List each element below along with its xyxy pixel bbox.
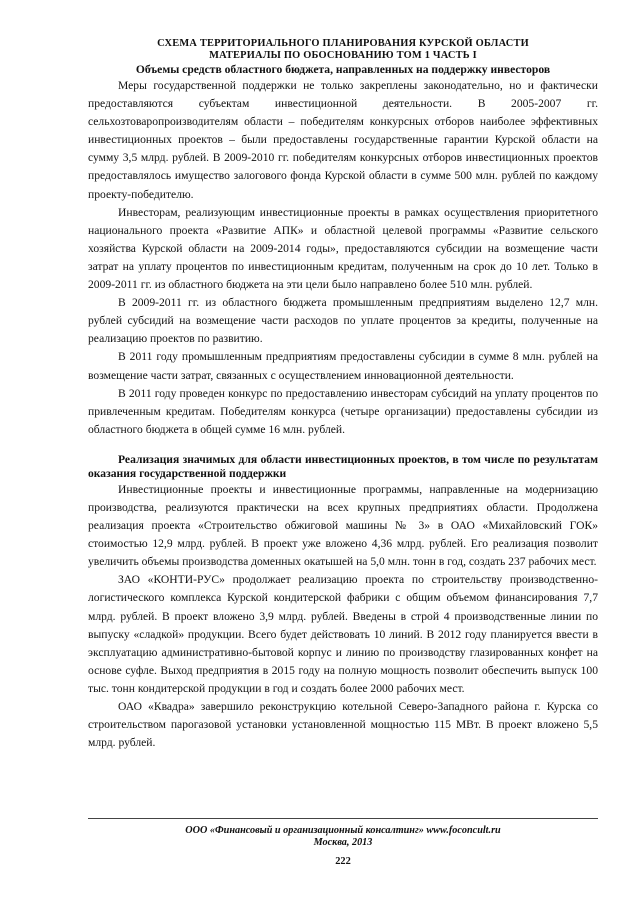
footer-city-year: Москва, 2013	[313, 837, 373, 848]
section-heading-budget: Объемы средств областного бюджета, направленных на поддержку инвесторов	[135, 63, 551, 76]
paragraph: Инвесторам, реализующим инвестиционные проекты в рамках осуществления приоритетного национального проекта «Развитие АПК» и областной целевой программы «Развитие сельского хозяйства Курской области на 2009-2014 годы», предоставляются субсидии на возмещение части затрат на уплату процентов по инвестиционным кредитам, полученным на срок до 10 лет. Только в 2009-2011 гг. из областного бюджета на эти цели было направлено более 510 млн. рублей.	[88, 205, 598, 292]
header-subtitle: МАТЕРИАЛЫ ПО ОБОСНОВАНИЮ ТОМ 1 ЧАСТЬ I	[209, 50, 477, 61]
document-page	[88, 38, 598, 752]
footer-divider	[88, 818, 598, 819]
paragraph: В 2011 году проведен конкурс по предоставлению инвесторам субсидий на уплату процентов по привлеченным кредитам. Победителям конкурса (четыре организации) предоставлены субсидии из областного бюджета в общей сумме 16 млн. рублей.	[88, 386, 598, 436]
footer-organization: ООО «Финансовый и организационный консалтинг» www.foconcult.ru	[185, 825, 501, 836]
paragraph: Меры государственной поддержки не только закреплены законодательно, но и фактически предоставляются субъектам инвестиционной деятельности. В 2005-2007 гг. сельхозтоваропроизводителям области – победителям конкурсных отборов наиболее эффективных инвестиционных проектов – были предоставлены государственные гарантии Курской области на сумму 3,5 млрд. рублей. В 2009-2010 гг. победителям конкурсных отборов инвестиционных проектов предоставлялось имущество залогового фонда Курской области в сумме 500 млн. рублей по каждому проекту-победителю.	[88, 79, 598, 201]
header-title: СХЕМА ТЕРРИТОРИАЛЬНОГО ПЛАНИРОВАНИЯ КУРСКОЙ ОБЛАСТИ	[157, 38, 529, 49]
paragraph: В 2011 году промышленным предприятиям предоставлены субсидии в сумме 8 млн. рублей на возмещение части затрат, связанных с осуществлением инновационной деятельности.	[88, 350, 598, 382]
paragraph: ЗАО «КОНТИ-РУС» продолжает реализацию проекта по строительству производственно-логистического комплекса Курской кондитерской фабрики с общим объемом финансирования 7,7 млрд. рублей. В проект вложено 3,9 млрд. рублей. Введены в строй 4 производственные линии по выпуску «сладкой» продукции. Всего будет действовать 10 линий. В 2012 году планируется ввести в эксплуатацию административно-бытовой корпус и линию по производству глазированных конфет на основе суфле. Выход предприятия в 2015 году на полную мощность позволит обеспечить выпуск 100 тыс. тонн кондитерской продукции в год и создать более 2000 рабочих мест.	[88, 573, 598, 695]
page-number: 222	[335, 856, 351, 867]
paragraph: В 2009-2011 гг. из областного бюджета промышленным предприятиям выделено 12,7 млн. рублей субсидий на возмещение части расходов по уплате процентов за кредиты, полученные на реализацию проектов по развитию.	[88, 296, 598, 346]
document-header	[88, 38, 598, 62]
document-footer	[88, 825, 598, 849]
paragraph: ОАО «Квадра» завершило реконструкцию котельной Северо-Западного района г. Курска со строительством парогазовой установки установленной мощностью 115 МВт. В проект вложено 5,5 млрд. рублей.	[88, 700, 598, 750]
section-heading-projects: Реализация значимых для области инвестиционных проектов, в том числе по результатам оказания государственной поддержки	[88, 452, 598, 480]
paragraph: Инвестиционные проекты и инвестиционные программы, направленные на модернизацию производства, реализуются практически на всех крупных предприятиях области. Продолжена реализация проекта «Строительство обжиговой машины № 3» в ОАО «Михайловский ГОК» стоимостью 12,9 млрд. рублей. В проект уже вложено 4,36 млрд. рублей. Его реализация позволит увеличить объемы производства доменных окатышей на 5,0 млн. тонн в год, создать 237 рабочих мест.	[88, 482, 598, 569]
